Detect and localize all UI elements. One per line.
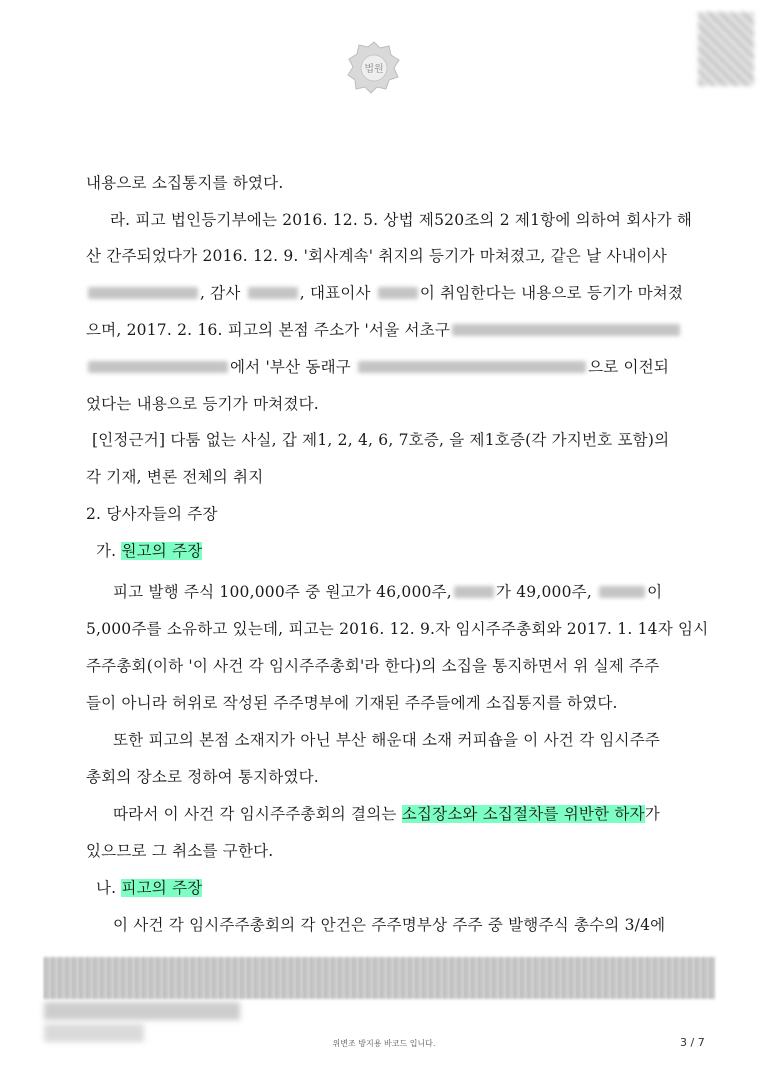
highlighted-text: 원고의 주장: [121, 542, 203, 560]
line-13: 5,000주를 소유하고 있는데, 피고는 2016. 12. 9.자 임시주주총회와 2017. 1. 14자 임시: [86, 620, 709, 638]
redacted-name: [88, 287, 198, 299]
line-4: , 감사 , 대표이사 이 취임한다는 내용으로 등기가 마쳐졌: [86, 283, 683, 303]
subheading-plaintiff: 가. 원고의 주장: [96, 542, 203, 560]
footer-note: 위변조 방지용 바코드 입니다.: [332, 1039, 436, 1048]
line-6: 에서 '부산 동래구 으로 이전되: [86, 357, 669, 377]
court-seal-icon: [347, 40, 401, 94]
line-18: 따라서 이 사건 각 임시주주총회의 결의는 소집장소와 소집절차를 위반한 하자가: [113, 805, 660, 823]
redacted-name: [378, 287, 418, 299]
line-1: 내용으로 소집통지를 하였다.: [86, 174, 284, 192]
highlighted-text: 소집장소와 소집절차를 위반한 하자: [401, 805, 645, 823]
line-12: 피고 발행 주식 100,000주 중 원고가 46,000주, 가 49,000주, 이: [113, 583, 663, 601]
redacted-name: [454, 586, 494, 598]
highlighted-text: 피고의 주장: [121, 879, 203, 897]
redacted-address: [452, 324, 680, 336]
line-15: 들이 아니라 허위로 작성된 주주명부에 기재된 주주들에게 소집통지를 하였다.: [86, 694, 618, 712]
line-19: 있으므로 그 취소를 구한다.: [86, 842, 274, 860]
redacted-address: [88, 361, 228, 373]
line-7: 었다는 내용으로 등기가 마쳐졌다.: [86, 395, 319, 413]
line-17: 총회의 장소로 정하여 통지하였다.: [86, 768, 319, 786]
line-14: 주주총회(이하 '이 사건 각 임시주주총회'라 한다)의 소집을 통지하면서 위 실제 주주: [86, 657, 660, 675]
bottom-barcode: [44, 957, 716, 999]
line-21: 이 사건 각 임시주주총회의 각 안건은 주주명부상 주주 중 발행주식 총수의 3/4에: [113, 916, 666, 934]
top-barcode: [698, 12, 754, 86]
line-8: [인정근거] 다툼 없는 사실, 갑 제1, 2, 4, 6, 7호증, 을 제1호증(각 가지번호 포함)의: [92, 431, 670, 449]
seal-text: 법원: [364, 64, 384, 75]
redacted-name: [248, 287, 298, 299]
page-number: 3 / 7: [680, 1036, 705, 1049]
line-2: 라. 피고 법인등기부에는 2016. 12. 5. 상법 제520조의 2 제1항에 의하여 회사가 해: [110, 211, 693, 229]
redacted-footer: [44, 1002, 240, 1020]
line-9: 각 기재, 변론 전체의 취지: [86, 468, 264, 486]
subheading-defendant: 나. 피고의 주장: [96, 879, 203, 897]
line-5: 으며, 2017. 2. 16. 피고의 본점 주소가 '서울 서초구: [86, 320, 682, 340]
redacted-name: [599, 586, 645, 598]
section-heading: 2. 당사자들의 주장: [86, 505, 218, 523]
redacted-address: [358, 361, 586, 373]
line-3: 산 간주되었다가 2016. 12. 9. '회사계속' 취지의 등기가 마쳐졌고, 같은 날 사내이사: [86, 247, 668, 265]
line-16: 또한 피고의 본점 소재지가 아닌 부산 해운대 소재 커피숍을 이 사건 각 임시주주: [113, 731, 661, 749]
